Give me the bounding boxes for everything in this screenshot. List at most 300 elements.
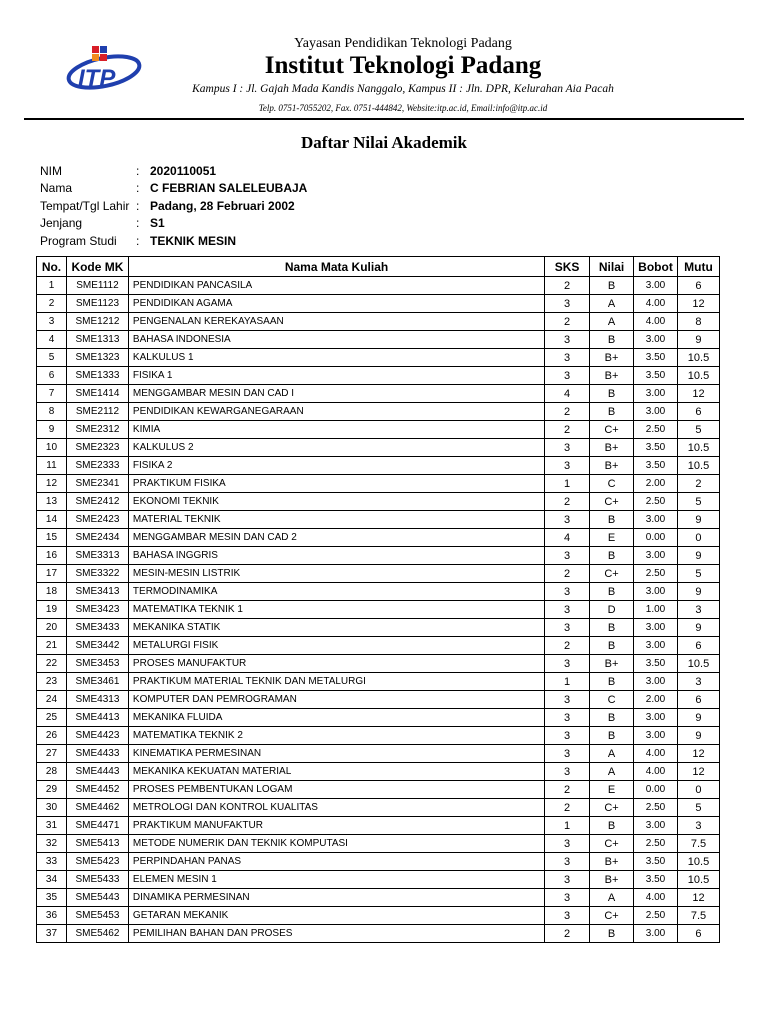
cell-quality: 9 (677, 619, 719, 637)
info-value: C FEBRIAN SALELEUBAJA (150, 181, 308, 196)
cell-code: SME2412 (66, 493, 128, 511)
cell-course: PROSES PEMBENTUKAN LOGAM (128, 781, 544, 799)
cell-quality: 3 (677, 673, 719, 691)
grades-table (36, 256, 720, 943)
cell-weight: 3.00 (634, 403, 678, 421)
cell-weight: 3.00 (634, 925, 678, 943)
table-row (37, 763, 720, 781)
cell-course: PENDIDIKAN PANCASILA (128, 277, 544, 295)
cell-weight: 3.00 (634, 619, 678, 637)
table-row (37, 583, 720, 601)
cell-course: MATEMATIKA TEKNIK 2 (128, 727, 544, 745)
cell-code: SME4433 (66, 745, 128, 763)
cell-no: 29 (37, 781, 67, 799)
info-colon: : (136, 198, 140, 213)
info-colon: : (136, 233, 140, 248)
cell-code: SME2323 (66, 439, 128, 457)
cell-grade: B (590, 637, 634, 655)
cell-quality: 2 (677, 475, 719, 493)
cell-code: SME1123 (66, 295, 128, 313)
cell-sks: 4 (545, 529, 590, 547)
cell-sks: 2 (545, 637, 590, 655)
cell-code: SME3313 (66, 547, 128, 565)
cell-sks: 2 (545, 403, 590, 421)
cell-code: SME4452 (66, 781, 128, 799)
col-header-quality: Mutu (677, 257, 719, 277)
table-row (37, 817, 720, 835)
col-header-weight: Bobot (634, 257, 678, 277)
info-label: NIM (40, 163, 62, 178)
cell-sks: 2 (545, 313, 590, 331)
cell-quality: 12 (677, 745, 719, 763)
cell-quality: 5 (677, 421, 719, 439)
cell-grade: A (590, 763, 634, 781)
cell-weight: 3.00 (634, 637, 678, 655)
student-info (40, 162, 307, 250)
table-row (37, 367, 720, 385)
cell-course: KALKULUS 2 (128, 439, 544, 457)
cell-quality: 6 (677, 637, 719, 655)
cell-grade: B (590, 583, 634, 601)
cell-code: SME2434 (66, 529, 128, 547)
cell-weight: 4.00 (634, 889, 678, 907)
cell-code: SME2333 (66, 457, 128, 475)
cell-quality: 9 (677, 547, 719, 565)
cell-code: SME1313 (66, 331, 128, 349)
cell-course: PENDIDIKAN KEWARGANEGARAAN (128, 403, 544, 421)
cell-sks: 3 (545, 601, 590, 619)
info-row-birth (40, 197, 307, 215)
cell-no: 15 (37, 529, 67, 547)
cell-course: BAHASA INDONESIA (128, 331, 544, 349)
cell-quality: 9 (677, 583, 719, 601)
cell-quality: 6 (677, 925, 719, 943)
cell-weight: 1.00 (634, 601, 678, 619)
cell-code: SME4413 (66, 709, 128, 727)
cell-no: 17 (37, 565, 67, 583)
cell-sks: 2 (545, 493, 590, 511)
cell-no: 20 (37, 619, 67, 637)
cell-sks: 3 (545, 655, 590, 673)
table-row (37, 511, 720, 529)
cell-quality: 7.5 (677, 907, 719, 925)
cell-sks: 3 (545, 835, 590, 853)
cell-sks: 3 (545, 727, 590, 745)
cell-quality: 10.5 (677, 349, 719, 367)
cell-grade: B (590, 547, 634, 565)
cell-grade: B (590, 673, 634, 691)
cell-course: ELEMEN MESIN 1 (128, 871, 544, 889)
cell-weight: 3.00 (634, 817, 678, 835)
table-row (37, 403, 720, 421)
table-row (37, 349, 720, 367)
cell-sks: 3 (545, 511, 590, 529)
info-colon: : (136, 216, 140, 231)
cell-code: SME5413 (66, 835, 128, 853)
cell-quality: 9 (677, 727, 719, 745)
col-header-grade: Nilai (590, 257, 634, 277)
cell-sks: 2 (545, 421, 590, 439)
cell-no: 16 (37, 547, 67, 565)
cell-quality: 10.5 (677, 439, 719, 457)
cell-quality: 9 (677, 331, 719, 349)
table-row (37, 295, 720, 313)
cell-grade: B+ (590, 871, 634, 889)
cell-no: 6 (37, 367, 67, 385)
letterhead (0, 0, 768, 120)
cell-code: SME3453 (66, 655, 128, 673)
cell-no: 23 (37, 673, 67, 691)
cell-quality: 6 (677, 691, 719, 709)
cell-grade: B+ (590, 457, 634, 475)
cell-weight: 4.00 (634, 745, 678, 763)
cell-grade: C+ (590, 907, 634, 925)
cell-no: 37 (37, 925, 67, 943)
logo-text: ITP (78, 65, 116, 92)
cell-quality: 5 (677, 493, 719, 511)
cell-no: 2 (37, 295, 67, 313)
info-label: Program Studi (40, 233, 117, 248)
cell-weight: 3.50 (634, 655, 678, 673)
cell-quality: 10.5 (677, 655, 719, 673)
cell-course: PROSES MANUFAKTUR (128, 655, 544, 673)
cell-no: 7 (37, 385, 67, 403)
cell-weight: 3.00 (634, 709, 678, 727)
cell-code: SME1112 (66, 277, 128, 295)
cell-course: KALKULUS 1 (128, 349, 544, 367)
cell-weight: 2.00 (634, 691, 678, 709)
info-value: TEKNIK MESIN (150, 233, 237, 248)
cell-sks: 2 (545, 799, 590, 817)
cell-course: MEKANIKA FLUIDA (128, 709, 544, 727)
cell-grade: B (590, 727, 634, 745)
cell-weight: 2.50 (634, 493, 678, 511)
cell-course: DINAMIKA PERMESINAN (128, 889, 544, 907)
cell-code: SME1212 (66, 313, 128, 331)
cell-sks: 3 (545, 907, 590, 925)
table-row (37, 727, 720, 745)
cell-code: SME2341 (66, 475, 128, 493)
cell-no: 26 (37, 727, 67, 745)
cell-no: 30 (37, 799, 67, 817)
table-row (37, 745, 720, 763)
cell-weight: 3.50 (634, 457, 678, 475)
cell-sks: 3 (545, 349, 590, 367)
cell-sks: 2 (545, 925, 590, 943)
info-value: Padang, 28 Februari 2002 (150, 198, 295, 213)
cell-no: 28 (37, 763, 67, 781)
cell-no: 24 (37, 691, 67, 709)
cell-grade: B (590, 277, 634, 295)
col-header-no: No. (37, 257, 67, 277)
cell-quality: 6 (677, 403, 719, 421)
cell-sks: 3 (545, 583, 590, 601)
cell-no: 34 (37, 871, 67, 889)
cell-grade: B (590, 925, 634, 943)
cell-code: SME2423 (66, 511, 128, 529)
info-value: 2020110051 (150, 163, 217, 178)
cell-grade: B+ (590, 853, 634, 871)
cell-course: PENDIDIKAN AGAMA (128, 295, 544, 313)
cell-sks: 1 (545, 475, 590, 493)
cell-weight: 3.00 (634, 547, 678, 565)
cell-quality: 6 (677, 277, 719, 295)
cell-course: FISIKA 2 (128, 457, 544, 475)
cell-course: PRAKTIKUM FISIKA (128, 475, 544, 493)
cell-grade: C+ (590, 421, 634, 439)
cell-no: 3 (37, 313, 67, 331)
cell-grade: B (590, 709, 634, 727)
cell-quality: 9 (677, 709, 719, 727)
cell-weight: 2.50 (634, 907, 678, 925)
cell-quality: 5 (677, 565, 719, 583)
table-row (37, 601, 720, 619)
cell-no: 35 (37, 889, 67, 907)
cell-course: EKONOMI TEKNIK (128, 493, 544, 511)
cell-grade: A (590, 313, 634, 331)
info-row-nim (40, 162, 307, 180)
table-row (37, 277, 720, 295)
cell-course: METODE NUMERIK DAN TEKNIK KOMPUTASI (128, 835, 544, 853)
cell-course: PENGENALAN KEREKAYASAAN (128, 313, 544, 331)
cell-grade: A (590, 889, 634, 907)
cell-no: 11 (37, 457, 67, 475)
cell-grade: C+ (590, 493, 634, 511)
cell-course: PRAKTIKUM MANUFAKTUR (128, 817, 544, 835)
contact-info: Telp. 0751-7055202, Fax. 0751-444842, Website:itp.ac.id, Email:info@itp.ac.id (258, 103, 548, 113)
cell-no: 25 (37, 709, 67, 727)
info-value: S1 (150, 216, 165, 231)
cell-grade: B+ (590, 367, 634, 385)
cell-quality: 0 (677, 781, 719, 799)
cell-weight: 2.00 (634, 475, 678, 493)
cell-course: GETARAN MEKANIK (128, 907, 544, 925)
table-header-row (37, 257, 720, 277)
cell-sks: 2 (545, 277, 590, 295)
cell-grade: A (590, 295, 634, 313)
table-row (37, 925, 720, 943)
cell-sks: 3 (545, 745, 590, 763)
cell-code: SME5433 (66, 871, 128, 889)
cell-quality: 10.5 (677, 367, 719, 385)
table-row (37, 709, 720, 727)
cell-course: METROLOGI DAN KONTROL KUALITAS (128, 799, 544, 817)
cell-weight: 3.50 (634, 871, 678, 889)
info-label: Nama (40, 181, 73, 196)
cell-grade: A (590, 745, 634, 763)
col-header-sks: SKS (545, 257, 590, 277)
table-row (37, 313, 720, 331)
cell-grade: B (590, 619, 634, 637)
institution-name: Institut Teknologi Padang (264, 52, 542, 79)
cell-sks: 3 (545, 367, 590, 385)
cell-no: 18 (37, 583, 67, 601)
cell-code: SME1323 (66, 349, 128, 367)
cell-course: METALURGI FISIK (128, 637, 544, 655)
cell-course: PEMILIHAN BAHAN DAN PROSES (128, 925, 544, 943)
cell-no: 10 (37, 439, 67, 457)
cell-grade: C+ (590, 835, 634, 853)
cell-code: SME2112 (66, 403, 128, 421)
cell-course: BAHASA INGGRIS (128, 547, 544, 565)
table-row (37, 799, 720, 817)
cell-course: FISIKA 1 (128, 367, 544, 385)
header-divider (24, 118, 744, 120)
cell-no: 33 (37, 853, 67, 871)
cell-code: SME3442 (66, 637, 128, 655)
cell-no: 5 (37, 349, 67, 367)
table-row (37, 907, 720, 925)
cell-weight: 2.50 (634, 799, 678, 817)
cell-course: PRAKTIKUM MATERIAL TEKNIK DAN METALURGI (128, 673, 544, 691)
cell-grade: B+ (590, 655, 634, 673)
cell-quality: 5 (677, 799, 719, 817)
info-row-nama (40, 180, 307, 198)
cell-sks: 3 (545, 763, 590, 781)
cell-quality: 12 (677, 763, 719, 781)
cell-sks: 3 (545, 709, 590, 727)
info-label: Jenjang (40, 216, 83, 231)
cell-code: SME2312 (66, 421, 128, 439)
cell-sks: 1 (545, 817, 590, 835)
cell-course: PERPINDAHAN PANAS (128, 853, 544, 871)
cell-sks: 3 (545, 889, 590, 907)
document-title: Daftar Nilai Akademik (301, 133, 467, 152)
cell-sks: 3 (545, 853, 590, 871)
cell-weight: 4.00 (634, 313, 678, 331)
cell-no: 21 (37, 637, 67, 655)
cell-grade: B+ (590, 439, 634, 457)
cell-weight: 3.00 (634, 511, 678, 529)
cell-course: MATERIAL TEKNIK (128, 511, 544, 529)
cell-grade: B+ (590, 349, 634, 367)
cell-grade: E (590, 529, 634, 547)
cell-weight: 3.00 (634, 727, 678, 745)
cell-sks: 3 (545, 295, 590, 313)
cell-code: SME1333 (66, 367, 128, 385)
cell-no: 31 (37, 817, 67, 835)
cell-grade: B (590, 403, 634, 421)
cell-grade: C (590, 475, 634, 493)
col-header-course: Nama Mata Kuliah (128, 257, 544, 277)
table-row (37, 691, 720, 709)
cell-no: 9 (37, 421, 67, 439)
cell-code: SME3423 (66, 601, 128, 619)
cell-quality: 3 (677, 817, 719, 835)
cell-weight: 2.50 (634, 565, 678, 583)
cell-weight: 3.50 (634, 349, 678, 367)
cell-sks: 2 (545, 565, 590, 583)
cell-course: KIMIA (128, 421, 544, 439)
campus-address: Kampus I : Jl. Gajah Mada Kandis Nanggalo, Kampus II : Jln. DPR, Kelurahan Aia Pacah (192, 83, 614, 95)
table-row (37, 529, 720, 547)
cell-grade: E (590, 781, 634, 799)
cell-quality: 12 (677, 889, 719, 907)
table-row (37, 421, 720, 439)
table-row (37, 889, 720, 907)
cell-code: SME5453 (66, 907, 128, 925)
cell-grade: B (590, 511, 634, 529)
cell-sks: 3 (545, 439, 590, 457)
cell-code: SME5423 (66, 853, 128, 871)
cell-no: 1 (37, 277, 67, 295)
cell-weight: 3.50 (634, 367, 678, 385)
cell-code: SME5462 (66, 925, 128, 943)
cell-code: SME4471 (66, 817, 128, 835)
grades-body (37, 277, 720, 943)
cell-course: MATEMATIKA TEKNIK 1 (128, 601, 544, 619)
cell-weight: 2.50 (634, 421, 678, 439)
table-row (37, 781, 720, 799)
cell-grade: C+ (590, 565, 634, 583)
cell-no: 12 (37, 475, 67, 493)
cell-code: SME4313 (66, 691, 128, 709)
cell-code: SME3461 (66, 673, 128, 691)
cell-quality: 3 (677, 601, 719, 619)
cell-weight: 3.50 (634, 853, 678, 871)
cell-quality: 8 (677, 313, 719, 331)
cell-no: 36 (37, 907, 67, 925)
cell-no: 22 (37, 655, 67, 673)
cell-sks: 3 (545, 331, 590, 349)
table-row (37, 493, 720, 511)
cell-quality: 10.5 (677, 871, 719, 889)
cell-weight: 3.00 (634, 673, 678, 691)
cell-sks: 4 (545, 385, 590, 403)
cell-grade: B (590, 385, 634, 403)
cell-weight: 3.00 (634, 385, 678, 403)
cell-course: TERMODINAMIKA (128, 583, 544, 601)
cell-no: 27 (37, 745, 67, 763)
cell-quality: 10.5 (677, 853, 719, 871)
cell-weight: 0.00 (634, 529, 678, 547)
info-row-program (40, 232, 307, 250)
cell-sks: 2 (545, 781, 590, 799)
table-row (37, 871, 720, 889)
cell-weight: 4.00 (634, 295, 678, 313)
table-row (37, 853, 720, 871)
cell-no: 32 (37, 835, 67, 853)
cell-code: SME1414 (66, 385, 128, 403)
table-row (37, 835, 720, 853)
cell-grade: B (590, 817, 634, 835)
cell-grade: C (590, 691, 634, 709)
cell-quality: 12 (677, 295, 719, 313)
table-row (37, 457, 720, 475)
table-row (37, 673, 720, 691)
info-label: Tempat/Tgl Lahir (40, 198, 130, 213)
table-row (37, 655, 720, 673)
cell-grade: D (590, 601, 634, 619)
cell-no: 14 (37, 511, 67, 529)
cell-grade: C+ (590, 799, 634, 817)
cell-sks: 3 (545, 619, 590, 637)
cell-course: MENGGAMBAR MESIN DAN CAD I (128, 385, 544, 403)
cell-code: SME4443 (66, 763, 128, 781)
info-colon: : (136, 163, 140, 178)
foundation-name: Yayasan Pendidikan Teknologi Padang (294, 36, 512, 51)
info-row-jenjang (40, 215, 307, 233)
cell-weight: 4.00 (634, 763, 678, 781)
cell-code: SME4423 (66, 727, 128, 745)
table-row (37, 331, 720, 349)
cell-course: MEKANIKA STATIK (128, 619, 544, 637)
cell-sks: 1 (545, 673, 590, 691)
table-row (37, 619, 720, 637)
cell-code: SME4462 (66, 799, 128, 817)
col-header-code: Kode MK (66, 257, 128, 277)
cell-weight: 3.50 (634, 439, 678, 457)
